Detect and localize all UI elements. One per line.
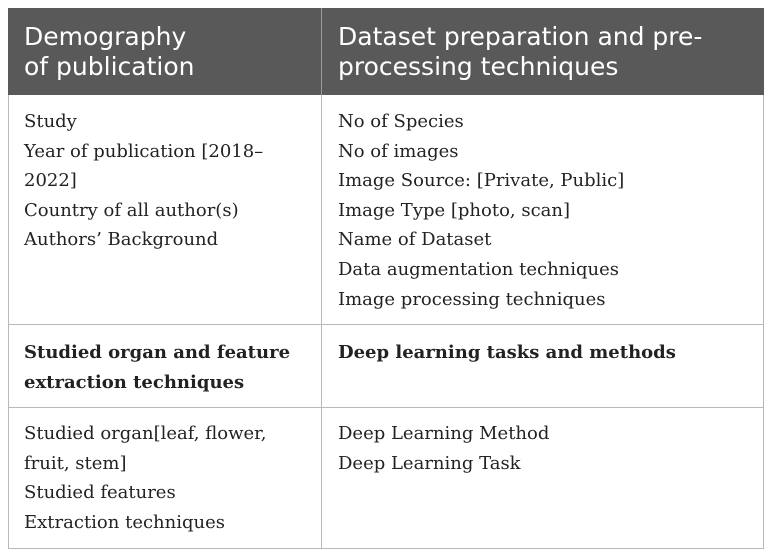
cell-deep-learning-heading: Deep learning tasks and methods — [338, 342, 676, 363]
table-header-row — [8, 8, 764, 95]
cell-demography-items: Study Year of publication [2018– 2022] Country of all author(s) Authors’ Background — [24, 111, 264, 251]
cell-studied-organ-items: Studied organ[leaf, flower, fruit, stem] Studied features Extraction techniques — [24, 423, 267, 533]
header-divider — [321, 8, 322, 95]
table-right-border — [763, 95, 764, 549]
cell-deep-learning-items: Deep Learning Method Deep Learning Task — [338, 423, 550, 474]
header-dataset-preparation: Dataset preparation and pre- processing techniques — [338, 22, 703, 81]
cell-dataset-items: No of Species No of images Image Source: [Private, Public] Image Type [photo, scan] Name of Dataset Data augmentation techniques Image processing techniques — [338, 111, 625, 310]
header-demography-of-publication: Demography of publication — [24, 22, 195, 81]
table-bottom-border — [8, 548, 764, 549]
column-divider — [321, 95, 322, 549]
table-left-border — [8, 95, 9, 549]
row-divider-1 — [8, 324, 764, 325]
cell-studied-organ-heading: Studied organ and feature extraction techniques — [24, 342, 291, 393]
row-divider-2 — [8, 407, 764, 408]
